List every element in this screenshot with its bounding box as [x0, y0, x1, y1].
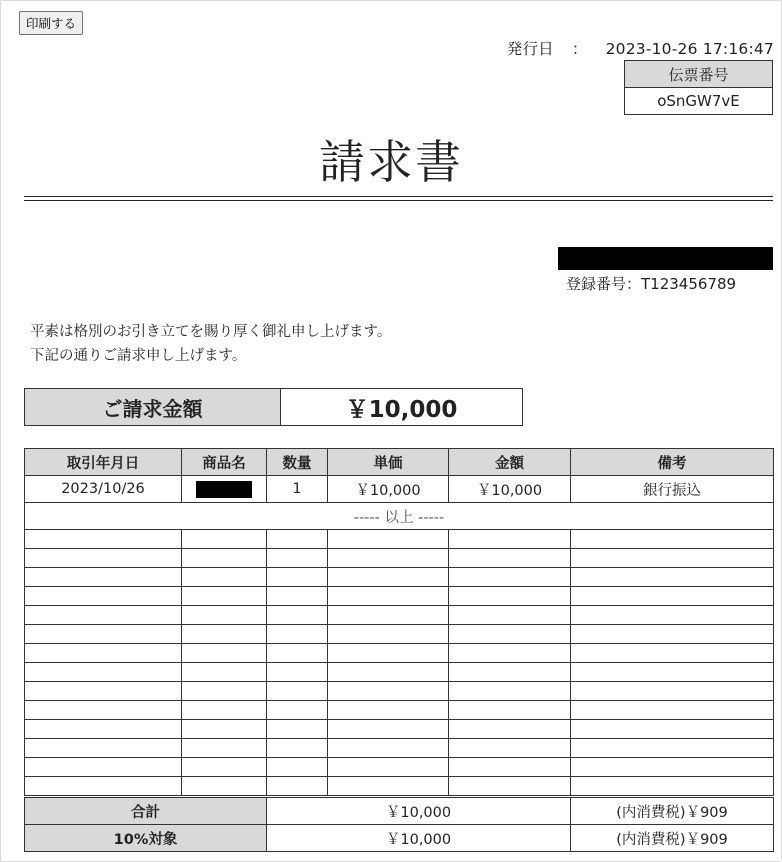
greeting-line-1: 平素は格別のお引き立てを賜り厚く御礼申し上げます。	[30, 324, 392, 340]
registration-number: 登録番号：T123456789	[566, 275, 737, 293]
empty-cell	[182, 549, 267, 568]
empty-cell	[571, 739, 774, 758]
empty-cell	[449, 568, 571, 587]
empty-cell	[267, 530, 328, 549]
empty-cell	[25, 682, 182, 701]
empty-cell	[449, 720, 571, 739]
empty-cell	[267, 758, 328, 777]
empty-cell	[571, 625, 774, 644]
empty-row	[25, 682, 774, 701]
document-title: 請求書	[319, 135, 463, 189]
empty-cell	[571, 720, 774, 739]
empty-cell	[25, 777, 182, 796]
empty-cell	[182, 701, 267, 720]
header-product: 商品名	[182, 449, 267, 476]
empty-cell	[182, 739, 267, 758]
billing-amount-box	[24, 388, 523, 426]
subtotal-row	[25, 798, 774, 825]
billing-amount-label: ご請求金額	[25, 389, 281, 426]
header-unit-price: 単価	[328, 449, 449, 476]
empty-cell	[571, 549, 774, 568]
empty-cell	[267, 625, 328, 644]
cell-unit-price: ￥10,000	[328, 476, 449, 503]
empty-cell	[25, 644, 182, 663]
cell-product	[182, 476, 267, 503]
empty-cell	[449, 758, 571, 777]
empty-cell	[449, 587, 571, 606]
greeting-line-2: 下記の通りご請求申し上げます。	[30, 348, 247, 364]
empty-cell	[25, 739, 182, 758]
empty-cell	[571, 682, 774, 701]
header-quantity: 数量	[267, 449, 328, 476]
empty-cell	[328, 644, 449, 663]
empty-cell	[328, 663, 449, 682]
empty-cell	[571, 777, 774, 796]
issue-date-value: 2023-10-26 17:16:47	[605, 40, 774, 58]
empty-cell	[25, 530, 182, 549]
empty-cell	[267, 587, 328, 606]
empty-row	[25, 644, 774, 663]
empty-cell	[25, 587, 182, 606]
ten-percent-tax: (内消費税)￥909	[571, 825, 774, 852]
billing-amount-value: ￥10,000	[281, 389, 523, 426]
empty-cell	[449, 739, 571, 758]
empty-cell	[449, 701, 571, 720]
empty-cell	[25, 701, 182, 720]
empty-cell	[571, 568, 774, 587]
empty-cell	[328, 739, 449, 758]
empty-cell	[571, 758, 774, 777]
empty-cell	[328, 682, 449, 701]
cell-amount: ￥10,000	[449, 476, 571, 503]
end-mark-row	[25, 503, 774, 530]
empty-cell	[182, 568, 267, 587]
subtotal-tax: (内消費税)￥909	[571, 798, 774, 825]
totals-table	[24, 797, 774, 852]
redacted-product-name	[196, 481, 252, 498]
empty-row	[25, 720, 774, 739]
greeting-text	[30, 320, 391, 368]
empty-row	[25, 606, 774, 625]
print-button[interactable]: 印刷する	[19, 11, 83, 35]
empty-cell	[182, 777, 267, 796]
empty-cell	[571, 663, 774, 682]
empty-cell	[328, 701, 449, 720]
header-amount: 金額	[449, 449, 571, 476]
empty-cell	[571, 644, 774, 663]
empty-cell	[25, 720, 182, 739]
subtotal-amount: ￥10,000	[267, 798, 571, 825]
empty-cell	[449, 530, 571, 549]
empty-cell	[449, 644, 571, 663]
empty-cell	[449, 682, 571, 701]
ten-percent-row	[25, 825, 774, 852]
empty-cell	[328, 720, 449, 739]
empty-row	[25, 568, 774, 587]
empty-cell	[449, 777, 571, 796]
empty-cell	[571, 701, 774, 720]
slip-number-label: 伝票番号	[625, 61, 773, 88]
header-date: 取引年月日	[25, 449, 182, 476]
empty-row	[25, 587, 774, 606]
slip-number-box	[624, 60, 773, 115]
empty-cell	[571, 587, 774, 606]
empty-cell	[267, 682, 328, 701]
title-rule-top	[24, 196, 773, 197]
empty-cell	[182, 606, 267, 625]
empty-cell	[328, 549, 449, 568]
cell-note: 銀行振込	[571, 476, 774, 503]
empty-cell	[182, 644, 267, 663]
cell-date: 2023/10/26	[25, 476, 182, 503]
empty-cell	[182, 625, 267, 644]
ten-percent-amount: ￥10,000	[267, 825, 571, 852]
slip-number-value: oSnGW7vE	[625, 88, 773, 115]
items-table	[24, 448, 774, 796]
empty-cell	[449, 549, 571, 568]
empty-row	[25, 625, 774, 644]
empty-cell	[449, 606, 571, 625]
cell-quantity: 1	[267, 476, 328, 503]
empty-row	[25, 530, 774, 549]
end-mark: ----- 以上 -----	[25, 503, 774, 530]
empty-cell	[267, 568, 328, 587]
empty-cell	[571, 530, 774, 549]
empty-cell	[25, 568, 182, 587]
issue-date	[507, 37, 774, 59]
empty-row	[25, 777, 774, 796]
empty-cell	[267, 606, 328, 625]
empty-cell	[267, 701, 328, 720]
empty-cell	[328, 606, 449, 625]
redacted-company-name	[558, 247, 773, 270]
empty-cell	[267, 549, 328, 568]
ten-percent-label: 10%対象	[25, 825, 267, 852]
empty-cell	[182, 758, 267, 777]
empty-cell	[328, 587, 449, 606]
table-row	[25, 476, 774, 503]
empty-cell	[25, 663, 182, 682]
empty-cell	[25, 625, 182, 644]
issue-date-label: 発行日	[506, 40, 554, 58]
empty-cell	[328, 530, 449, 549]
empty-cell	[267, 720, 328, 739]
empty-row	[25, 739, 774, 758]
empty-cell	[449, 625, 571, 644]
empty-cell	[449, 663, 571, 682]
empty-cell	[328, 625, 449, 644]
empty-row	[25, 549, 774, 568]
empty-row	[25, 663, 774, 682]
header-note: 備考	[571, 449, 774, 476]
empty-cell	[182, 530, 267, 549]
subtotal-label: 合計	[25, 798, 267, 825]
items-header-row	[25, 449, 774, 476]
empty-cell	[25, 606, 182, 625]
empty-cell	[328, 758, 449, 777]
empty-cell	[328, 568, 449, 587]
empty-cell	[267, 663, 328, 682]
issue-date-colon: ：	[571, 40, 588, 58]
empty-cell	[267, 739, 328, 758]
empty-cell	[267, 777, 328, 796]
empty-cell	[25, 549, 182, 568]
empty-cell	[267, 644, 328, 663]
empty-cell	[182, 663, 267, 682]
empty-cell	[571, 606, 774, 625]
empty-cell	[25, 758, 182, 777]
empty-cell	[182, 587, 267, 606]
title-rule-bottom	[24, 200, 773, 201]
empty-row	[25, 701, 774, 720]
empty-cell	[182, 720, 267, 739]
empty-row	[25, 758, 774, 777]
empty-cell	[182, 682, 267, 701]
empty-cell	[328, 777, 449, 796]
